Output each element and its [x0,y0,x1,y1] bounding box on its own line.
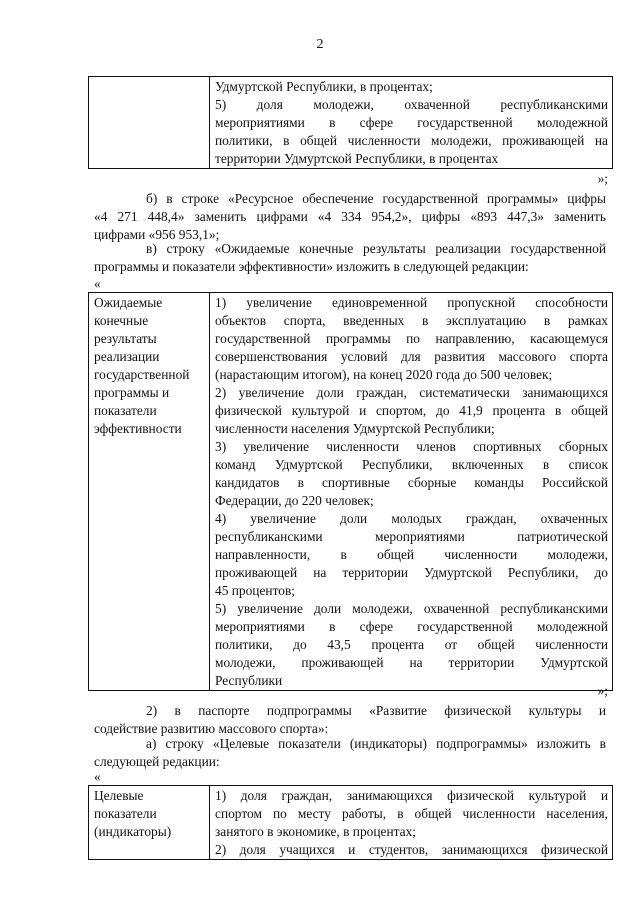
table-line: (индикаторы) [94,824,172,839]
paragraph-line: программы и показатели эффективности» изложить в следующей редакции: [94,259,529,274]
table-line: конечные [94,313,149,328]
paragraph-v [94,240,606,276]
table-continuation [88,76,613,169]
table-line: физической культурой и спортом, до 41,9 процента в общей [215,403,608,418]
table-line: спортом по месту работы, в общей численности населения, [215,806,608,821]
paragraph-line: 2) в паспорте подпрограммы «Развитие физической культуры и [146,703,606,718]
table-line: Целевые [94,788,144,803]
table-line: 1) увеличение единовременной пропускной способности [215,295,608,310]
table-line: Федерации, до 220 человек; [215,493,374,508]
table-line: государственной [94,367,190,382]
table-line: команд Удмуртской Республики, включенных в список [215,457,608,472]
table-line: занятого в экономике, в процентах; [215,824,417,839]
table-line: 3) увеличение численности членов спортивных сборных [215,439,608,454]
closing-quote: »; [597,171,608,186]
table-cell-left [89,77,210,169]
table-line: Удмуртской Республики, в процентах; [215,79,433,94]
table-expected-results [88,292,613,691]
table-line: (нарастающим итогом), на конец 2020 года до 500 человек; [215,367,553,382]
table-line: 5) увеличение доли молодежи, охваченной республиканскими [215,601,608,616]
opening-quote: « [94,276,101,291]
table-line: численности населения Удмуртской Республики; [215,421,495,436]
table-line: молодежи, проживающей на территории Удмуртской [215,655,608,670]
paragraph-a [94,735,606,771]
paragraph-line: следующей редакции: [94,754,220,769]
table-line: объектов спорта, введенных в эксплуатацию в рамках [215,313,608,328]
table-cell-left [89,293,210,691]
table-line: мероприятиями в сфере государственной молодежной [215,115,608,130]
page-number: 2 [316,37,324,52]
table-line: 2) доля учащихся и студентов, занимающихся физической [215,842,608,857]
table-line: 4) увеличение доли молодых граждан, охваченных [215,511,608,526]
paragraph-line: «4 271 448,4» заменить цифрами «4 334 954,2», цифры «893 447,3» заменить [94,209,606,224]
table-line: республиканскими мероприятиями патриотической [215,529,608,544]
table-line: Ожидаемые [94,295,163,310]
table-line: 2) увеличение доли граждан, систематически занимающихся [215,385,608,400]
paragraph-line: в) строку «Ожидаемые конечные результаты реализации государственной [146,241,606,256]
table-cell-right [210,77,613,169]
paragraph-b [94,190,606,244]
table-line: 1) доля граждан, занимающихся физической культурой и [215,788,608,803]
table-line: политики, до 43,5 процента от общей численности [215,637,608,652]
table-cell-right [210,786,613,860]
table-line: программы и [94,385,170,400]
table-line: реализации [94,349,160,364]
table-line: эффективности [94,421,182,436]
table-line: политики, в общей численности молодежи, проживающей на [215,133,608,148]
paragraph-2 [94,702,606,738]
table-cell-right [210,293,613,691]
table-line: направленности, в общей численности молодежи, [215,547,608,562]
table-line: Республики [215,673,283,688]
paragraph-line: цифрами «956 953,1»; [94,227,220,242]
paragraph-line: а) строку «Целевые показатели (индикаторы) подпрограммы» изложить в [146,736,606,751]
closing-quote: »; [597,683,608,698]
paragraph-line: содействие развитию массового спорта»: [94,721,329,736]
table-line: 45 процентов; [215,583,295,598]
table-line: мероприятиями в сфере государственной молодежной [215,619,608,634]
table-line: территории Удмуртской Республики, в процентах [215,151,499,166]
table-line: проживающей на территории Удмуртской Республики, до [215,565,608,580]
table-line: показатели [94,806,157,821]
table-cell-left [89,786,210,860]
table-target-indicators [88,785,613,860]
opening-quote: « [94,769,101,784]
table-line: 5) доля молодежи, охваченной республиканскими [215,97,608,112]
table-line: совершенствования условий для развития массового спорта [215,349,608,364]
paragraph-line: б) в строке «Ресурсное обеспечение государственной программы» цифры [146,191,606,206]
table-line: показатели [94,403,157,418]
table-line: результаты [94,331,157,346]
table-line: кандидатов в спортивные сборные команды Российской [215,475,608,490]
table-line: государственной программы по направлению, касающемуся [215,331,608,346]
